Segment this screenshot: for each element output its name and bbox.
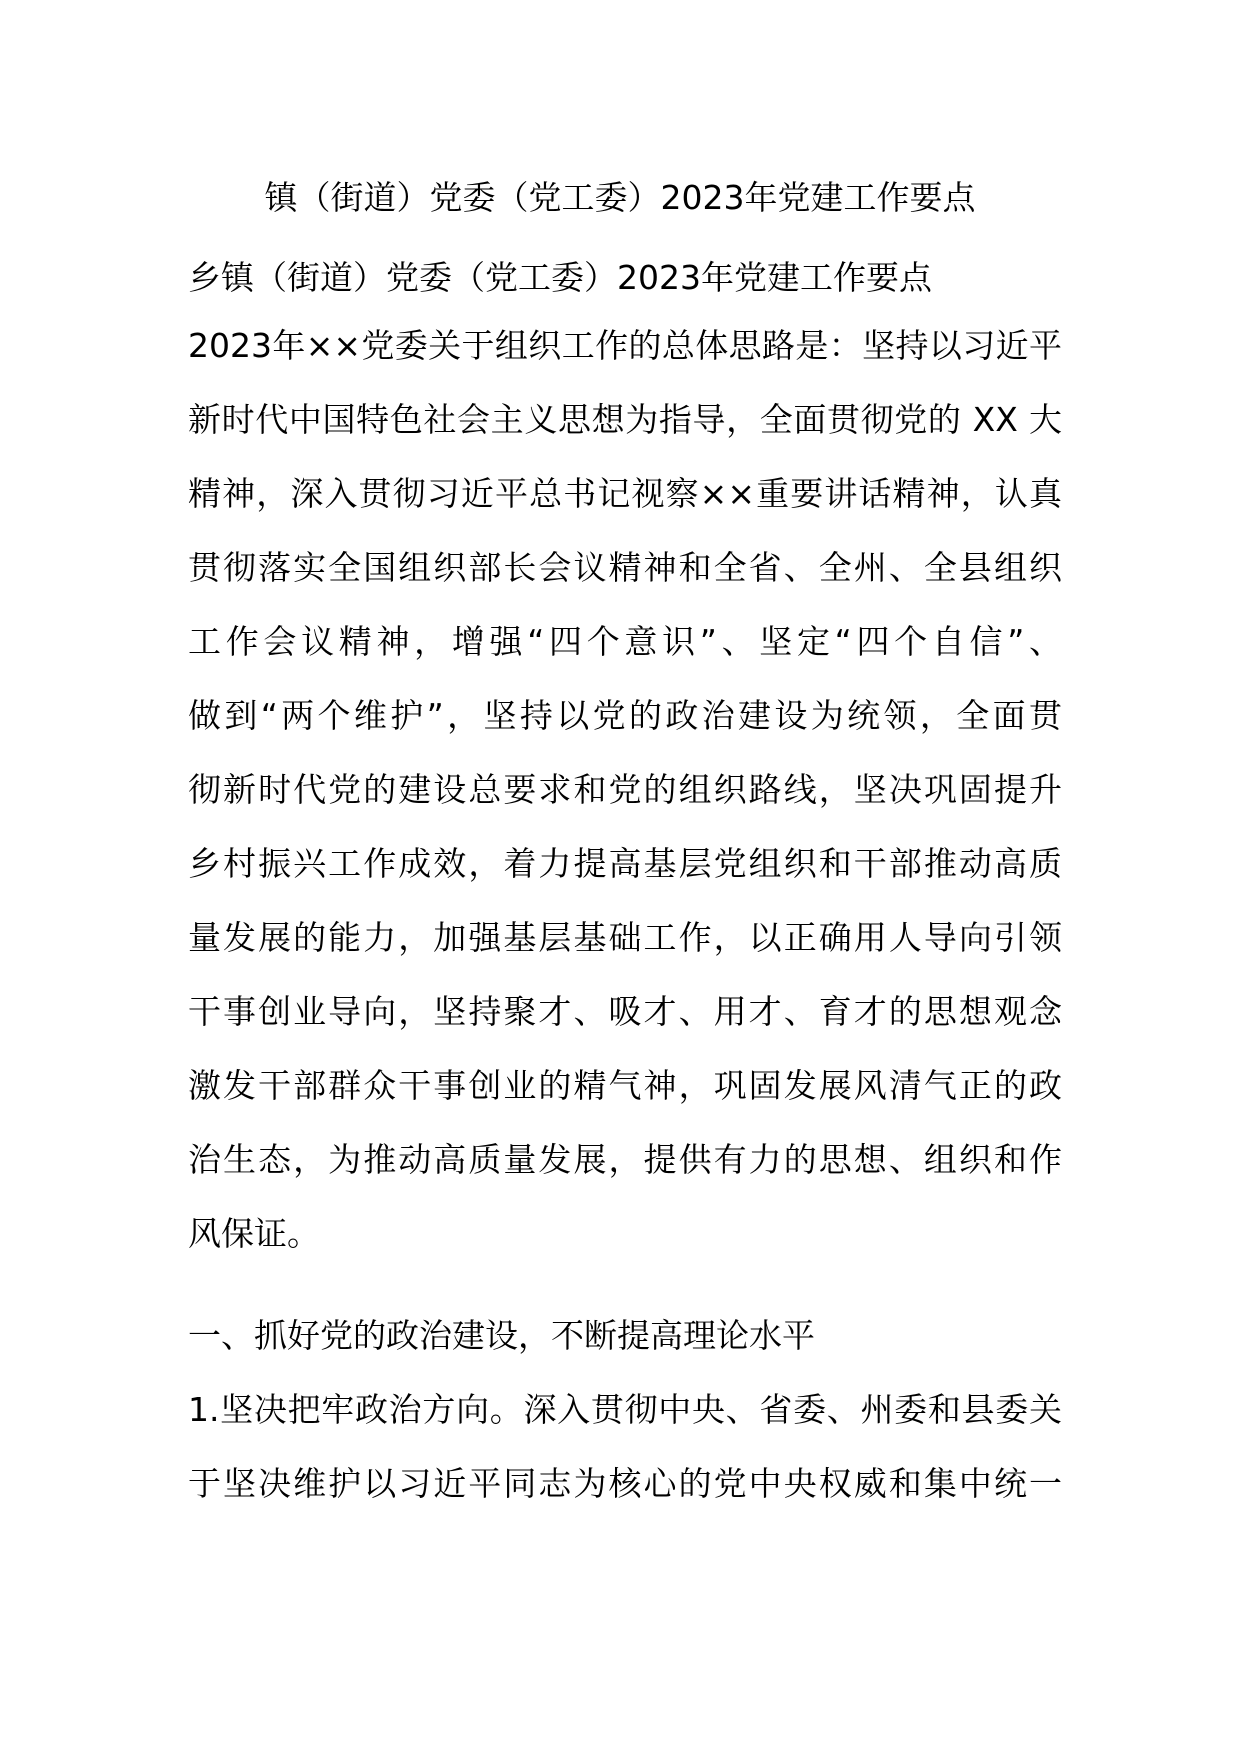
document-title: 镇（街道）党委（党工委）2023年党建工作要点 xyxy=(264,178,976,217)
paragraph-line: 风保证。 xyxy=(188,1214,320,1253)
paragraph-line: 精神，深入贯彻习近平总书记视察××重要讲话精神，认真 xyxy=(188,474,1062,513)
paragraph-line: 干事创业导向，坚持聚才、吸才、用才、育才的思想观念 xyxy=(188,992,1062,1031)
section-heading-text: 一、抓好党的政治建设，不断提高理论水平 xyxy=(188,1316,815,1355)
paragraph-line: 激发干部群众干事创业的精气神，巩固发展风清气正的政 xyxy=(188,1066,1062,1105)
item-paragraph xyxy=(188,1373,1062,1521)
intro-paragraph xyxy=(188,309,1062,1271)
section-heading xyxy=(188,1299,1062,1373)
paragraph-line: 2023年××党委关于组织工作的总体思路是：坚持以习近平 xyxy=(188,326,1062,365)
paragraph-line: 新时代中国特色社会主义思想为指导，全面贯彻党的 XX 大 xyxy=(188,400,1062,439)
paragraph-line: 彻新时代党的建设总要求和党的组织路线，坚决巩固提升 xyxy=(188,770,1062,809)
document-subtitle xyxy=(188,241,1062,315)
paragraph-line: 做到“两个维护”，坚持以党的政治建设为统领，全面贯 xyxy=(188,696,1062,735)
subtitle-line: 乡镇（街道）党委（党工委）2023年党建工作要点 xyxy=(188,258,932,297)
paragraph-line: 于坚决维护以习近平同志为核心的党中央权威和集中统一 xyxy=(188,1464,1062,1503)
paragraph-line: 量发展的能力，加强基层基础工作，以正确用人导向引领 xyxy=(188,918,1062,957)
paragraph-line: 乡村振兴工作成效，着力提高基层党组织和干部推动高质 xyxy=(188,844,1062,883)
paragraph-line: 1.坚决把牢政治方向。深入贯彻中央、省委、州委和县委关 xyxy=(188,1390,1062,1429)
paragraph-line: 治生态，为推动高质量发展，提供有力的思想、组织和作 xyxy=(188,1140,1062,1179)
paragraph-line: 贯彻落实全国组织部长会议精神和全省、全州、全县组织 xyxy=(188,548,1062,587)
paragraph-line: 工作会议精神，增强“四个意识”、坚定“四个自信”、 xyxy=(188,622,1062,661)
